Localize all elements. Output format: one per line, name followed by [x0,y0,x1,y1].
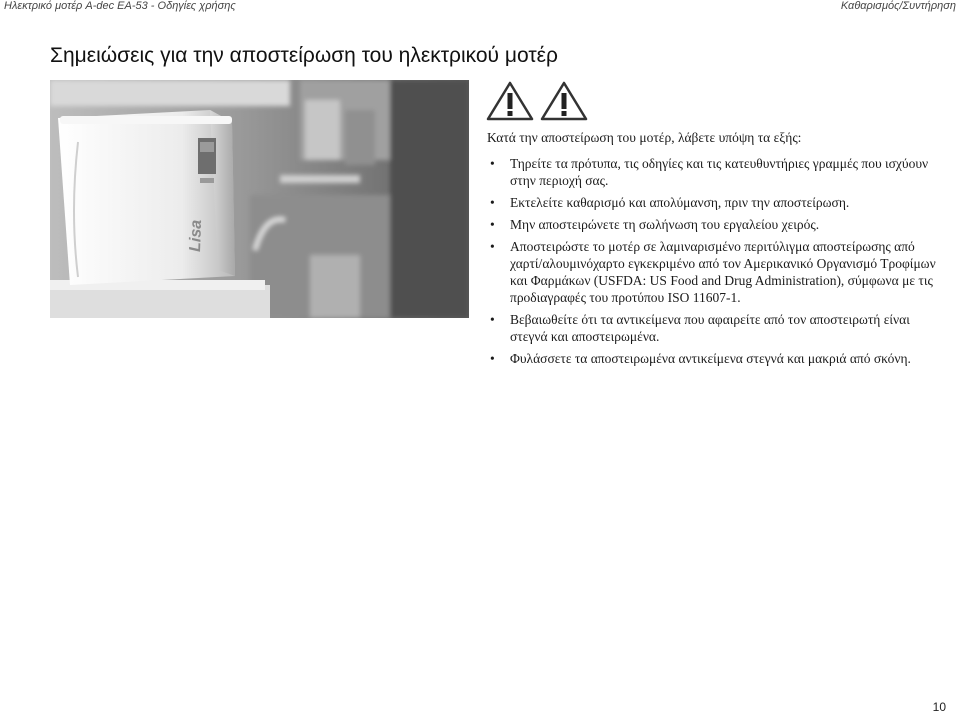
bullet: • [490,156,495,171]
warning-triangle-icon [542,83,586,119]
bullet: • [490,312,495,327]
list-item-text: Φυλάσσετε τα αποστειρωμένα αντικείμενα στεγνά και μακριά από σκόνη. [510,351,911,366]
list-item [487,238,939,306]
intro-paragraph: Κατά την αποστείρωση του μοτέρ, λάβετε υπόψη τα εξής: [487,130,802,145]
list-item-text: Τηρείτε τα πρότυπα, τις οδηγίες και τις κατευθυντήριες γραμμές που ισχύουν στην περιοχή σας. [510,156,929,188]
list-item-text: Βεβαιωθείτε ότι τα αντικείμενα που αφαιρείτε από τον αποστειρωτή είναι στεγνά και αποστειρωμένα. [510,312,910,344]
warning-triangle-icon [488,83,532,119]
page-number: 10 [932,700,946,714]
list-item [487,311,939,345]
bullet: • [490,195,495,210]
page-title: Σημειώσεις για την αποστείρωση του ηλεκτρικού μοτέρ [50,44,558,67]
list-item [487,155,939,189]
bullet: • [490,351,495,366]
autoclave-brand-logo: Lisa [187,219,206,253]
bullet: • [490,217,495,232]
running-header [0,0,960,16]
list-item-text: Αποστειρώστε το μοτέρ σε λαμιναρισμένο περιτύλιγμα αποστείρωσης από χαρτί/αλουμινόχαρτο εγκεκριμένο από τον Αμερικανικό Οργανισμό Τροφίμων και Φαρμάκων (USFDA: US Food and Drug Administration), σύμφωνα με τις προδιαγραφές του προτύπου ISO 11607-1. [510,239,936,305]
list-item [487,350,939,367]
list-item [487,216,939,233]
document-title-header: Ηλεκτρικό μοτέρ A-dec EA-53 - Οδηγίες χρήσης [4,0,236,12]
warning-icons [486,80,592,127]
sterilization-notes-list [487,155,939,372]
list-item [487,194,939,211]
section-header: Καθαρισμός/Συντήρηση [840,0,956,12]
autoclave-photo [50,80,469,318]
list-item-text: Μην αποστειρώνετε τη σωλήνωση του εργαλείου χειρός. [510,217,820,232]
bullet: • [490,239,495,254]
list-item-text: Εκτελείτε καθαρισμό και απολύμανση, πριν την αποστείρωση. [510,195,850,210]
